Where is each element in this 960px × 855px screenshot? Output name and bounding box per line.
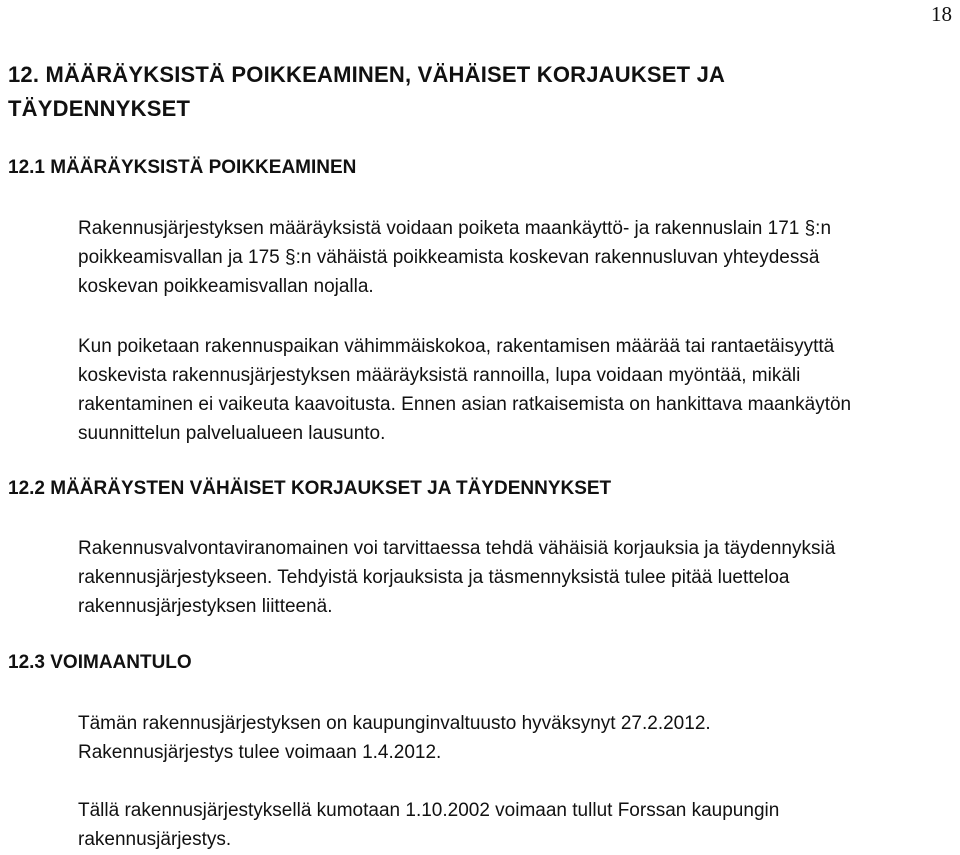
section-12-heading-line1: 12. MÄÄRÄYKSISTÄ POIKKEAMINEN, VÄHÄISET KORJAUKSET JA bbox=[8, 62, 726, 87]
section-12-3-heading: 12.3 VOIMAANTULO bbox=[8, 652, 192, 673]
text-line: Rakennusjärjestys tulee voimaan 1.4.2012. bbox=[78, 742, 442, 763]
text-line: koskevista rakennusjärjestyksen määräyksistä rannoilla, lupa voidaan myöntää, mikäli bbox=[78, 365, 801, 386]
text-line: rakennusjärjestys. bbox=[78, 829, 232, 850]
text-line: Tällä rakennusjärjestyksellä kumotaan 1.10.2002 voimaan tullut Forssan kaupungin bbox=[78, 800, 780, 821]
text-line: Rakennusvalvontaviranomainen voi tarvittaessa tehdä vähäisiä korjauksia ja täydennyksiä bbox=[78, 538, 836, 559]
text-line: Rakennusjärjestyksen määräyksistä voidaan poiketa maankäyttö- ja rakennuslain 171 §:n bbox=[78, 218, 832, 239]
text-line: rakennusjärjestyksen liitteenä. bbox=[78, 596, 333, 617]
section-12-3-paragraph-2 bbox=[78, 796, 938, 854]
section-12-1-paragraph-1 bbox=[78, 214, 938, 301]
text-line: rakentaminen ei vaikeuta kaavoitusta. Ennen asian ratkaisemista on hankittava maankäytön bbox=[78, 394, 852, 415]
text-line: poikkeamisvallan ja 175 §:n vähäistä poikkeamista koskevan rakennusluvan yhteydessä bbox=[78, 247, 820, 268]
section-12-heading bbox=[8, 58, 908, 126]
section-12-3-paragraph-1 bbox=[78, 709, 938, 767]
section-12-1-heading: 12.1 MÄÄRÄYKSISTÄ POIKKEAMINEN bbox=[8, 157, 357, 178]
section-12-2-paragraph bbox=[78, 534, 938, 621]
text-line: Kun poiketaan rakennuspaikan vähimmäiskokoa, rakentamisen määrää tai rantaetäisyyttä bbox=[78, 336, 835, 357]
text-line: Tämän rakennusjärjestyksen on kaupunginvaltuusto hyväksynyt 27.2.2012. bbox=[78, 713, 711, 734]
section-12-1-paragraph-2 bbox=[78, 332, 938, 448]
text-line: rakennusjärjestykseen. Tehdyistä korjauksista ja täsmennyksistä tulee pitää luetteloa bbox=[78, 567, 790, 588]
text-line: koskevan poikkeamisvallan nojalla. bbox=[78, 276, 374, 297]
page-number: 18 bbox=[931, 2, 952, 26]
text-line: suunnittelun palvelualueen lausunto. bbox=[78, 423, 386, 444]
section-12-heading-line2: TÄYDENNYKSET bbox=[8, 96, 191, 121]
section-12-2-heading: 12.2 MÄÄRÄYSTEN VÄHÄISET KORJAUKSET JA TÄYDENNYKSET bbox=[8, 478, 612, 499]
